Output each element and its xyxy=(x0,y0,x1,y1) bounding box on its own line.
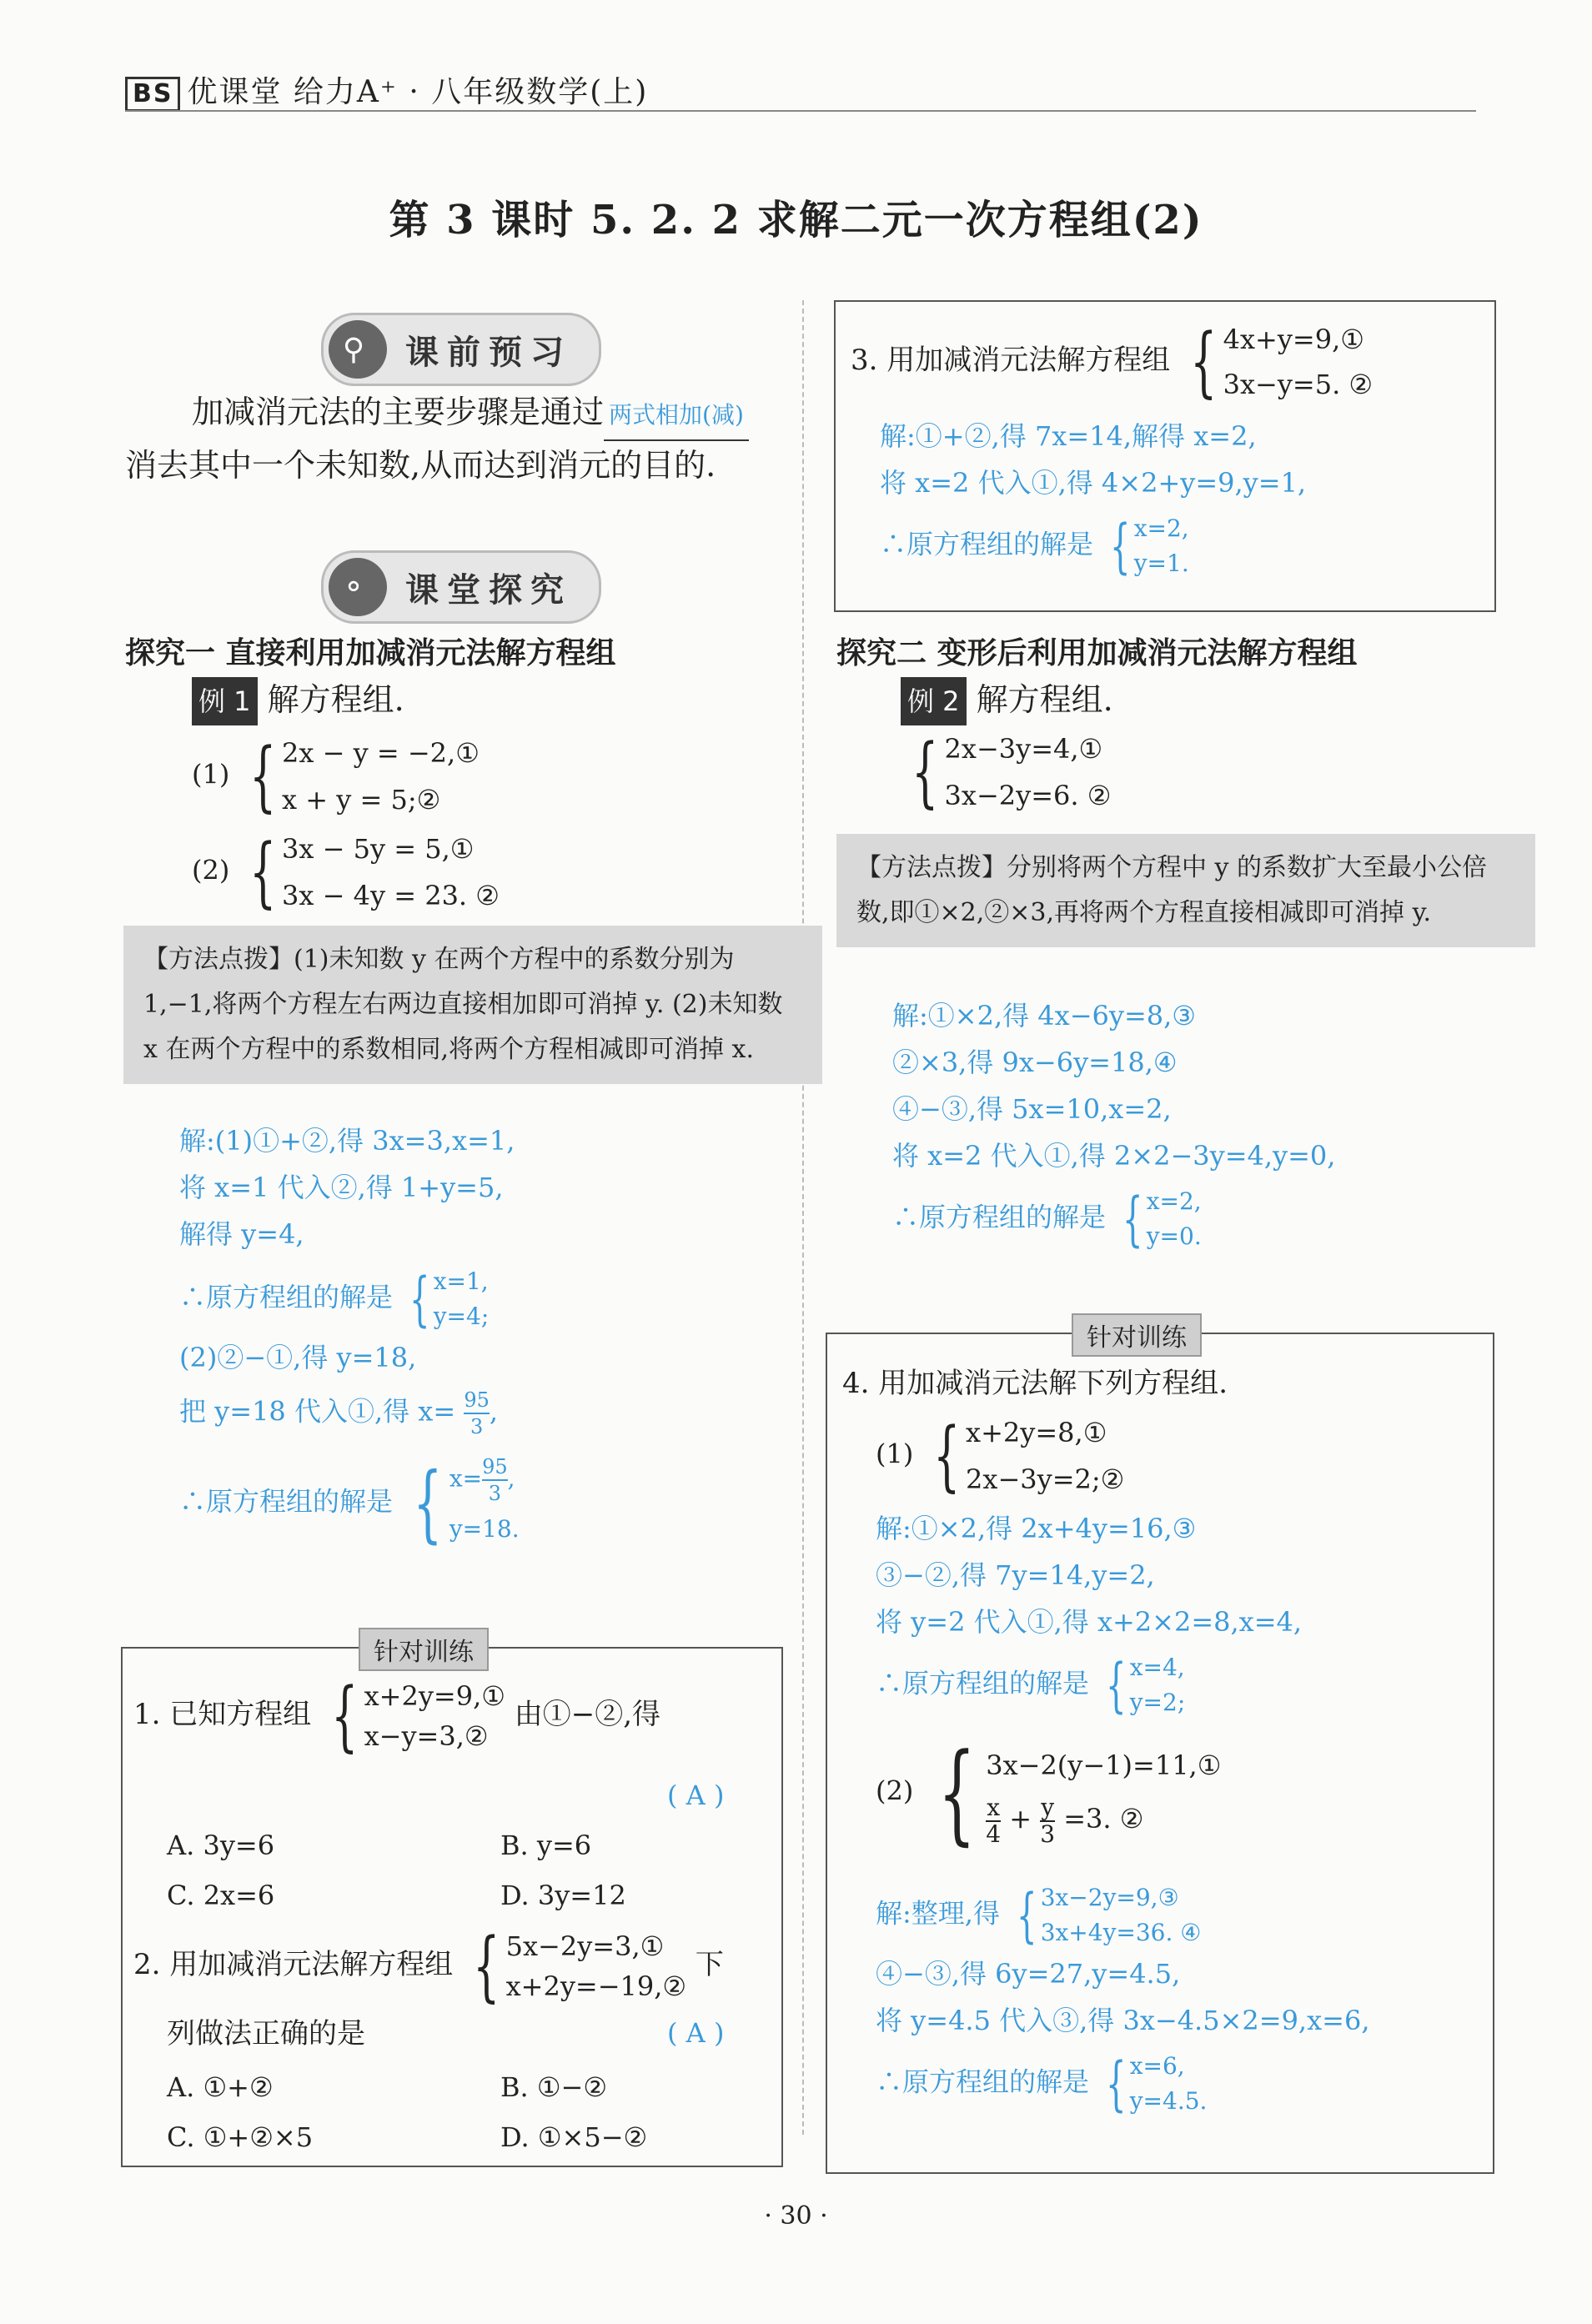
sol1-x2: x= xyxy=(449,1464,483,1493)
q4-p2-sol4: ∴原方程组的解是 xyxy=(876,2065,1090,2098)
frac-numerator: x xyxy=(987,1793,1001,1821)
q4-p1-sol3: 将 y=2 代入①,得 x+2×2=8,x=4, xyxy=(876,1606,1303,1638)
q1-answer: ( A ) xyxy=(667,1779,725,1811)
q1-eq1: x+2y=9,① xyxy=(364,1680,505,1712)
preview-banner-label: 课前预习 xyxy=(405,333,572,372)
q4-p2-sol3: 将 y=4.5 代入③,得 3x−4.5×2=9,x=6, xyxy=(876,2005,1370,2036)
book-title: 优课堂 给力A⁺ · 八年级数学(上) xyxy=(187,75,649,109)
solution-2 xyxy=(892,992,1493,1254)
preview-text xyxy=(125,388,792,489)
example1 xyxy=(192,675,404,725)
page-header xyxy=(125,68,648,112)
brace-icon: { xyxy=(331,1671,359,1760)
q4-system2 xyxy=(876,1729,1222,1856)
brace-icon: { xyxy=(1017,1881,1037,1950)
brace-icon: { xyxy=(473,1921,500,2010)
q4-p1-sol4: ∴原方程组的解是 xyxy=(876,1667,1090,1699)
plus-sign: + xyxy=(1009,1803,1032,1835)
q3-sol-y: y=1. xyxy=(1133,550,1189,577)
explore-banner xyxy=(321,550,601,624)
example1-system2 xyxy=(192,826,500,919)
q4-p2-eq3: 3x−2y=9,③ xyxy=(1040,1884,1179,1911)
frac-numerator: y xyxy=(1041,1793,1055,1821)
q4-p1-y: y=2; xyxy=(1129,1689,1186,1716)
column-divider xyxy=(802,300,804,2135)
question-4: 4. 用加减消元法解下列方程组. xyxy=(842,1367,1228,1400)
question-1 xyxy=(133,1671,767,1760)
q4-p2-eq4: 3x+4y=36. ④ xyxy=(1040,1919,1202,1946)
solution-1: 解:(1)①+②,得 3x=3,x=1, 将 x=1 代入②,得 1+y=5, 解得 y=4, ∴原方程组的解是 { x=1, y=4; (2)②−①,得 y=18, 把 y=18 代入①,得 x= $\frac{95}{3}$ , ∴原方程组的解是 { x= $\frac{95}{3}$ , y=18. xyxy=(179,1117,763,1553)
page-number: · 30 · xyxy=(764,2201,828,2231)
sol1-line4: ∴原方程组的解是 xyxy=(179,1281,394,1313)
sol1-line7: ∴原方程组的解是 xyxy=(179,1485,394,1518)
q1-option-d[interactable]: D. 3y=12 xyxy=(500,1880,626,1911)
q3-sol-line2: 将 x=2 代入①,得 4×2+y=9,y=1, xyxy=(880,467,1307,499)
q2-eq2: x+2y=−19,② xyxy=(505,1970,687,2002)
sol2-y: y=0. xyxy=(1146,1222,1202,1250)
q2-option-b[interactable]: B. ①−② xyxy=(500,2071,608,2103)
example2 xyxy=(901,675,1113,725)
brace-icon: { xyxy=(932,1411,960,1500)
frac-denominator: 3 xyxy=(1040,1820,1056,1848)
preview-sentence-end: 消去其中一个未知数,从而达到消元的目的. xyxy=(125,447,716,484)
preview-banner xyxy=(321,313,601,386)
magnifier-icon: ⚬ xyxy=(329,558,387,616)
q4-p2-eq2-rest: =3. ② xyxy=(1063,1803,1144,1835)
method-tip-2: 【方法点拨】分别将两个方程中 y 的系数扩大至最小公倍数,即①×2,②×3,再将两个方程直接相减即可消掉 y. xyxy=(836,834,1535,947)
sol2-line1: 解:①×2,得 4x−6y=8,③ xyxy=(892,1000,1196,1031)
sol1-y2: y=18. xyxy=(449,1515,520,1543)
system1-eq2: x + y = 5;② xyxy=(282,784,441,816)
preview-answer: 两式相加(减) xyxy=(604,391,749,441)
sol1-x: x=1, xyxy=(433,1267,489,1295)
q2-answer: ( A ) xyxy=(667,2017,725,2049)
frac-numerator: 95 xyxy=(464,1388,490,1412)
system2-eq1: 3x − 5y = 5,① xyxy=(282,833,475,865)
sol1-y: y=4; xyxy=(433,1303,490,1330)
q2-stem: 2. 用加减消元法解方程组 xyxy=(133,1948,454,1981)
q1-eq2: x−y=3,② xyxy=(364,1720,489,1752)
section2-heading: 探究二 变形后利用加减消元法解方程组 xyxy=(836,636,1358,670)
q4-p2-sol1: 解:整理,得 xyxy=(876,1897,1000,1930)
q4-p2-y: y=4.5. xyxy=(1129,2087,1208,2115)
q3-sol-line3: ∴原方程组的解是 xyxy=(880,528,1094,560)
example2-eq2: 3x−2y=6. ② xyxy=(944,780,1112,811)
q1-stem-end: 由①−②,得 xyxy=(514,1698,661,1731)
q4-p1-sol2: ③−②,得 7y=14,y=2, xyxy=(876,1559,1155,1591)
sol2-line5: ∴原方程组的解是 xyxy=(892,1201,1107,1233)
q3-solution xyxy=(880,413,1480,581)
training-tag-1: 针对训练 xyxy=(359,1628,489,1671)
q1-stem: 1. 已知方程组 xyxy=(133,1698,312,1731)
system2-label: (2) xyxy=(192,854,230,886)
question-2 xyxy=(133,1921,776,2010)
sol1-line6: 把 y=18 代入①,得 x= xyxy=(179,1395,456,1428)
brace-icon: { xyxy=(1122,1185,1143,1253)
sol1-line5: (2)②−①,得 y=18, xyxy=(179,1342,417,1373)
system1-eq1: 2x − y = −2,① xyxy=(282,737,480,769)
explore-banner-label: 课堂探究 xyxy=(405,570,572,610)
example2-text: 解方程组. xyxy=(976,681,1113,718)
q2-eq1: 5x−2y=3,① xyxy=(505,1930,665,1962)
example1-text: 解方程组. xyxy=(267,681,404,718)
q2-option-d[interactable]: D. ①×5−② xyxy=(500,2121,648,2153)
sol2-x: x=2, xyxy=(1146,1187,1202,1215)
system1-label: (1) xyxy=(192,758,230,791)
brace-icon: { xyxy=(912,727,939,816)
q4-p1-eq2: 2x−3y=2;② xyxy=(966,1463,1125,1495)
q4-p2-x: x=6, xyxy=(1129,2052,1185,2080)
example2-system xyxy=(901,725,1111,819)
q4-p2-solution xyxy=(876,1880,1476,2119)
example1-system1 xyxy=(192,730,480,823)
example1-label: 例 1 xyxy=(192,677,258,725)
q2-stem-mid: 下 xyxy=(695,1948,724,1981)
sol2-line3: ④−③,得 5x=10,x=2, xyxy=(892,1093,1172,1125)
q4-system1 xyxy=(876,1409,1124,1503)
q4-p1-sol1: 解:①×2,得 2x+4y=16,③ xyxy=(876,1513,1197,1544)
q1-option-b[interactable]: B. y=6 xyxy=(500,1830,592,1861)
q4-p2-eq1: 3x−2(y−1)=11,① xyxy=(986,1749,1222,1782)
section1-heading: 探究一 直接利用加减消元法解方程组 xyxy=(125,636,616,670)
system2-eq2: 3x − 4y = 23. ② xyxy=(282,880,500,911)
q3-eq1: 4x+y=9,① xyxy=(1223,324,1364,355)
q1-option-a[interactable]: A. 3y=6 xyxy=(167,1830,275,1861)
brace-icon: { xyxy=(937,1729,976,1856)
sol1-line3: 解得 y=4, xyxy=(179,1218,304,1250)
sol1-line1: 解:(1)①+②,得 3x=3,x=1, xyxy=(179,1125,515,1157)
question-3 xyxy=(851,317,1373,407)
header-divider xyxy=(125,110,1476,112)
brace-icon: { xyxy=(409,1265,430,1333)
q4-p2-sol2: ④−③,得 6y=27,y=4.5, xyxy=(876,1958,1181,1990)
lesson-title: 第 3 课时 5. 2. 2 求解二元一次方程组(2) xyxy=(389,197,1203,243)
frac-numerator: 95 xyxy=(482,1455,508,1478)
q2-stem-end: 列做法正确的是 xyxy=(167,2017,365,2050)
q4-p2-label: (2) xyxy=(876,1774,914,1807)
brace-icon: { xyxy=(413,1454,443,1552)
q3-sol-x: x=2, xyxy=(1133,514,1189,542)
brace-icon: { xyxy=(1106,1651,1127,1719)
q4-p1-solution xyxy=(876,1505,1476,1720)
brace-icon: { xyxy=(1106,2050,1127,2118)
frac-denominator: 4 xyxy=(986,1820,1002,1848)
q3-eq2: 3x−y=5. ② xyxy=(1223,369,1374,400)
frac-denominator: 3 xyxy=(488,1482,501,1505)
q3-sol-line1: 解:①+②,得 7x=14,解得 x=2, xyxy=(880,420,1257,452)
brace-icon: { xyxy=(249,827,276,916)
method-tip-1: 【方法点拨】(1)未知数 y 在两个方程中的系数分别为 1,−1,将两个方程左右两边直接相加即可消掉 y. (2)未知数 x 在两个方程中的系数相同,将两个方程相减即可消掉 x. xyxy=(123,926,822,1084)
frac-denominator: 3 xyxy=(470,1415,484,1438)
example2-label: 例 2 xyxy=(901,677,967,725)
q4-p1-x: x=4, xyxy=(1129,1654,1185,1681)
sol1-line2: 将 x=1 代入②,得 1+y=5, xyxy=(179,1172,504,1203)
example2-eq1: 2x−3y=4,① xyxy=(944,733,1103,765)
q2-option-c[interactable]: C. ①+②×5 xyxy=(167,2121,314,2153)
publisher-logo: BS xyxy=(125,77,180,112)
brace-icon: { xyxy=(1190,317,1218,406)
training-tag-2: 针对训练 xyxy=(1072,1313,1202,1357)
q4-p1-label: (1) xyxy=(876,1438,914,1470)
q1-option-c[interactable]: C. 2x=6 xyxy=(167,1880,275,1911)
location-pin-icon: ⚲ xyxy=(329,320,387,379)
q2-option-a[interactable]: A. ①+② xyxy=(167,2071,274,2103)
sol2-line4: 将 x=2 代入①,得 2×2−3y=4,y=0, xyxy=(892,1140,1336,1172)
q3-stem: 3. 用加减消元法解方程组 xyxy=(851,344,1171,377)
q4-p1-eq1: x+2y=8,① xyxy=(966,1417,1107,1448)
preview-sentence-start: 加减消元法的主要步骤是通过 xyxy=(192,394,605,430)
sol2-line2: ②×3,得 9x−6y=18,④ xyxy=(892,1047,1178,1078)
brace-icon: { xyxy=(1110,512,1131,580)
brace-icon: { xyxy=(249,731,276,821)
